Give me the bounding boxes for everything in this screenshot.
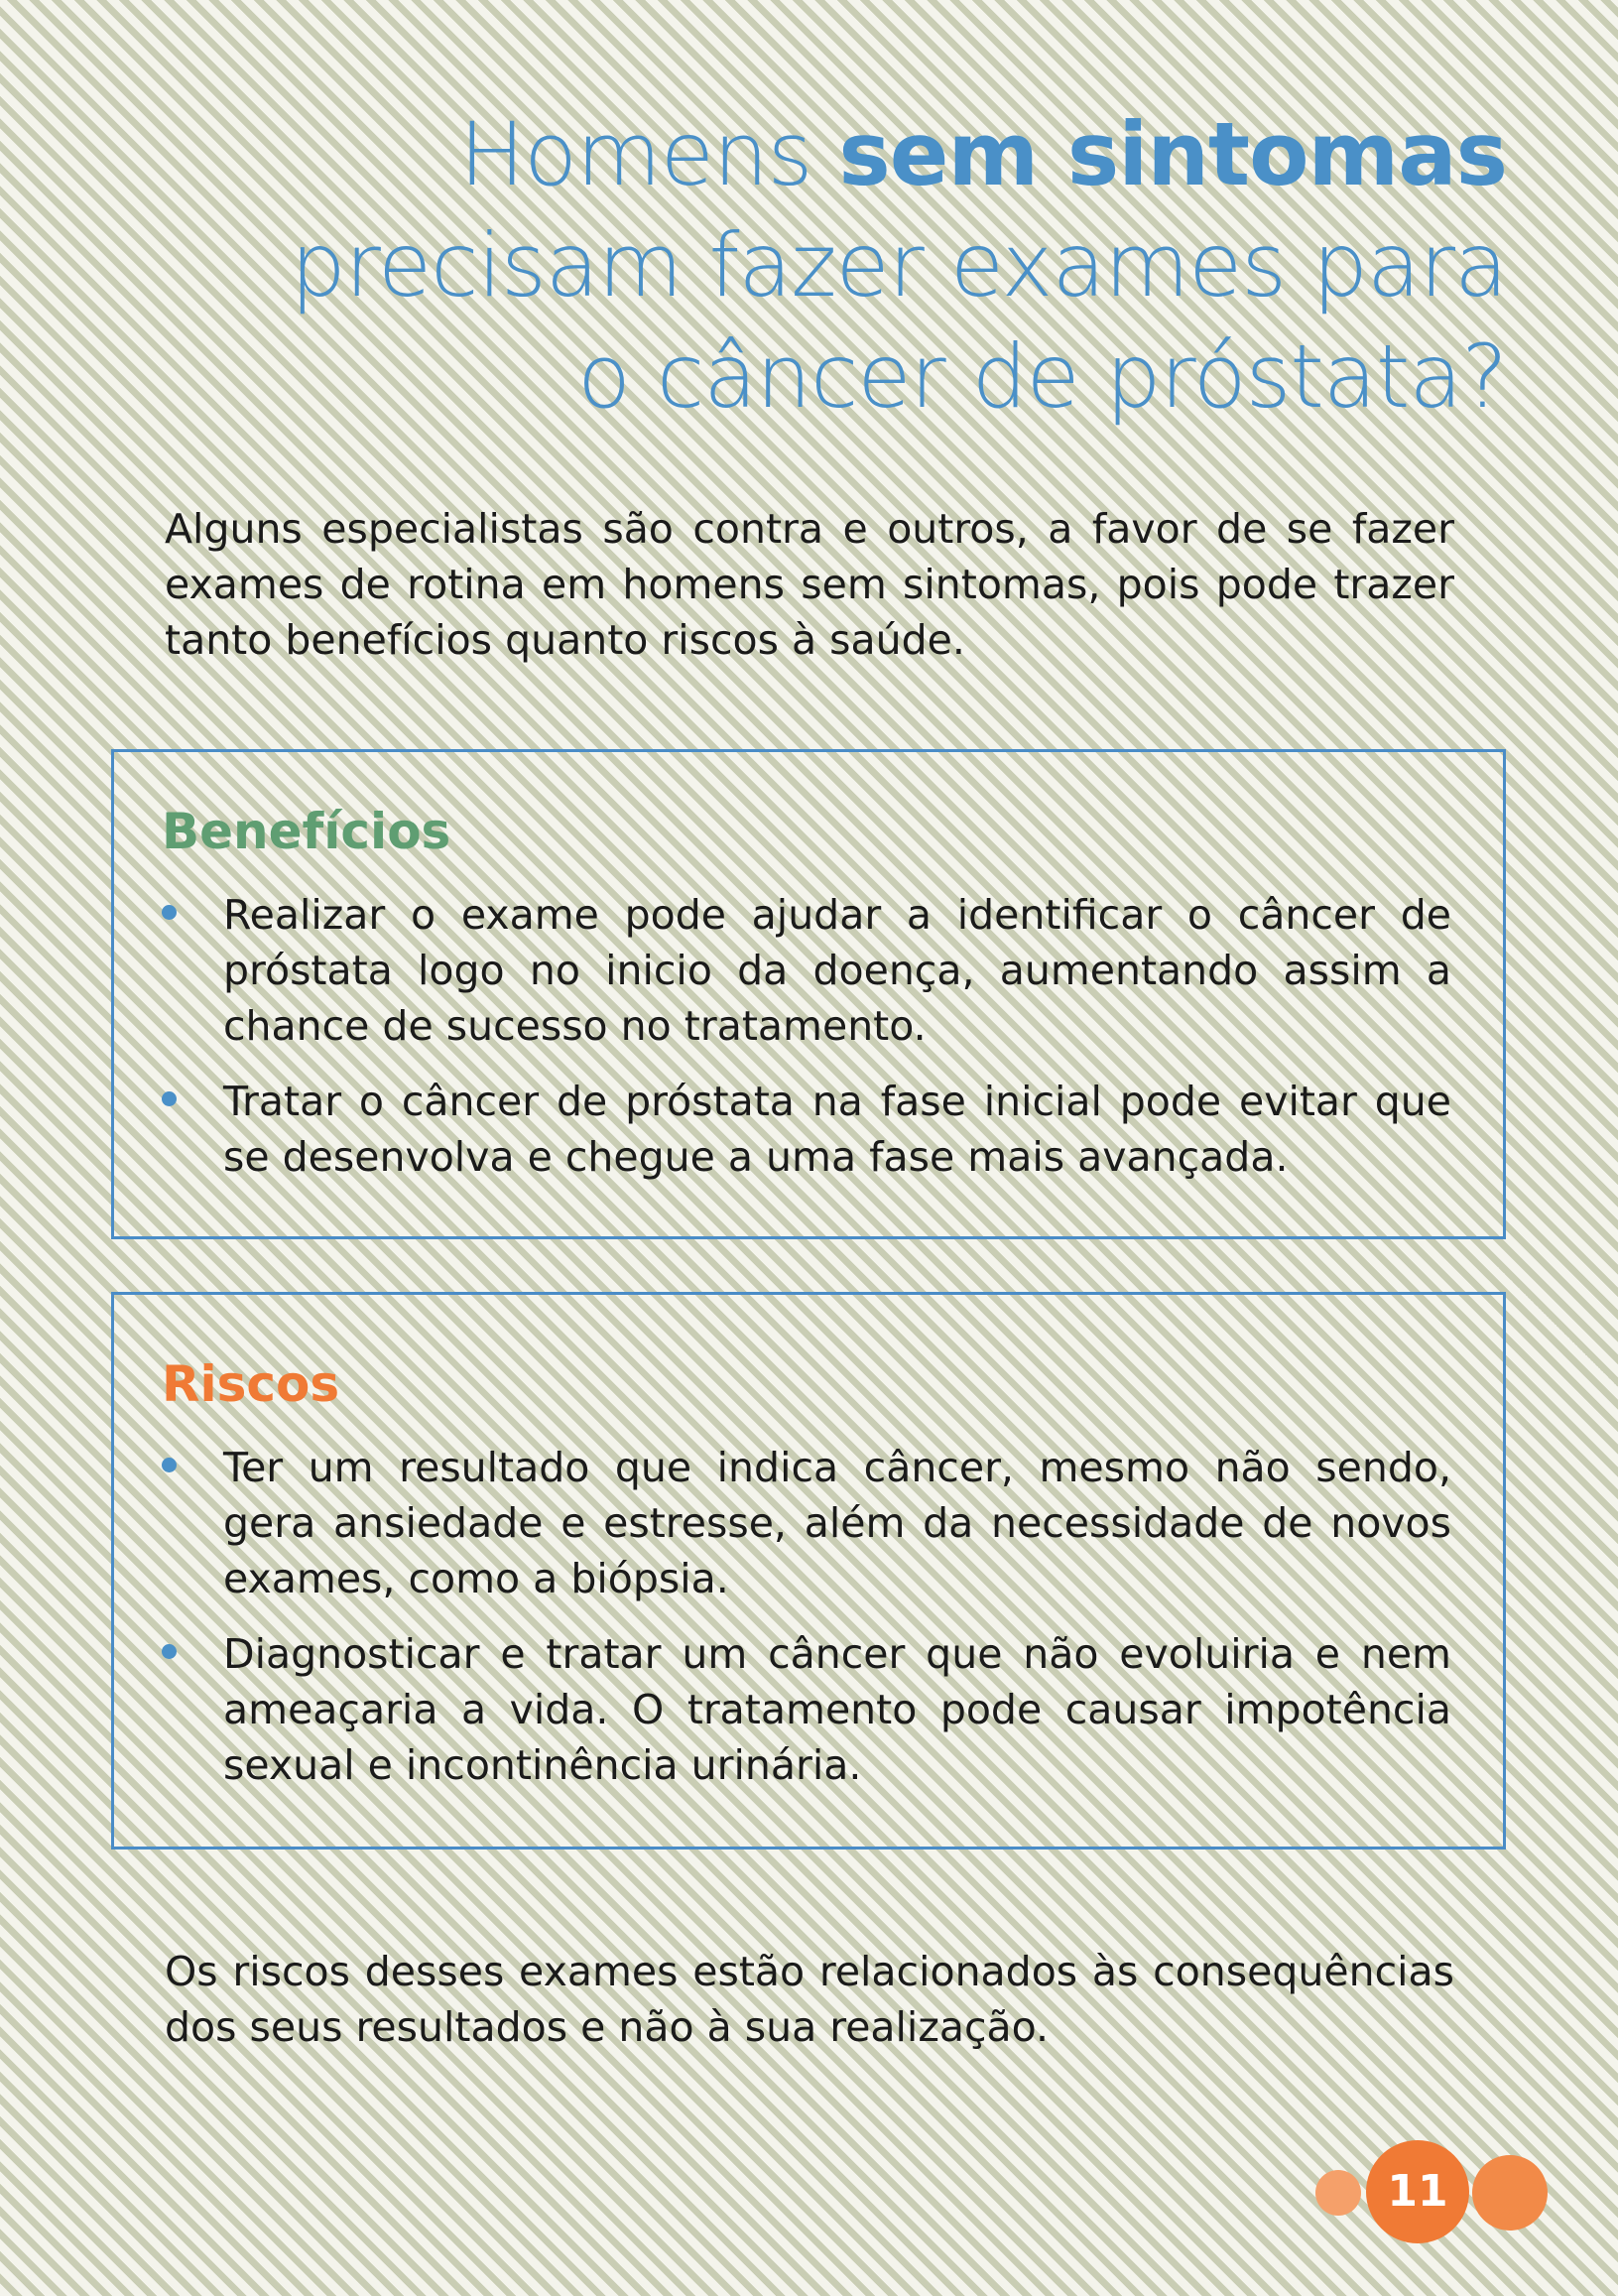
list-item-text: Diagnosticar e tratar um câncer que não evoluiria e nem ameaçaria a vida. O tratamento pode causar impotência sexual e incontinência urinária.	[223, 1630, 1451, 1789]
list-item-text: Tratar o câncer de próstata na fase inicial pode evitar que se desenvolva e chegue a uma fase mais avançada.	[223, 1078, 1451, 1181]
list-item-text: Realizar o exame pode ajudar a identificar o câncer de próstata logo no inicio da doença, aumentando assim a chance de sucesso no tratamento.	[223, 891, 1451, 1050]
risks-heading: Riscos	[162, 1355, 340, 1413]
title-line-2: precisam fazer exames para	[290, 214, 1507, 317]
bullet-icon	[162, 1644, 177, 1659]
decorative-dot-small	[1315, 2170, 1361, 2216]
bullet-icon	[162, 905, 177, 920]
page-number: 11	[1366, 2140, 1469, 2243]
benefits-box	[111, 749, 1506, 1239]
list-item	[162, 1626, 1451, 1793]
risks-box	[111, 1292, 1506, 1850]
benefits-list	[162, 887, 1451, 1205]
list-item	[162, 1440, 1451, 1606]
risks-list	[162, 1440, 1451, 1813]
list-item	[162, 887, 1451, 1054]
list-item-text: Ter um resultado que indica câncer, mesmo não sendo, gera ansiedade e estresse, além da necessidade de novos exames, como a biópsia.	[223, 1444, 1451, 1602]
title-line-1-bold: sem sintomas	[838, 103, 1507, 205]
title-line-1	[118, 99, 1507, 210]
bullet-icon	[162, 1458, 177, 1472]
bullet-icon	[162, 1091, 177, 1106]
intro-paragraph: Alguns especialistas são contra e outros, a favor de se fazer exames de rotina em homens sem sintomas, pois pode trazer tanto benefícios quanto riscos à saúde.	[165, 505, 1454, 664]
title-line-1-regular: Homens	[458, 103, 839, 205]
closing-paragraph: Os riscos desses exames estão relacionados às consequências dos seus resultados e não à sua realização.	[165, 1948, 1454, 2051]
decorative-dot-large	[1472, 2155, 1548, 2231]
title-line-3: o câncer de próstata?	[577, 325, 1507, 428]
list-item	[162, 1074, 1451, 1185]
benefits-heading: Benefícios	[162, 803, 451, 860]
page-title	[118, 99, 1507, 433]
